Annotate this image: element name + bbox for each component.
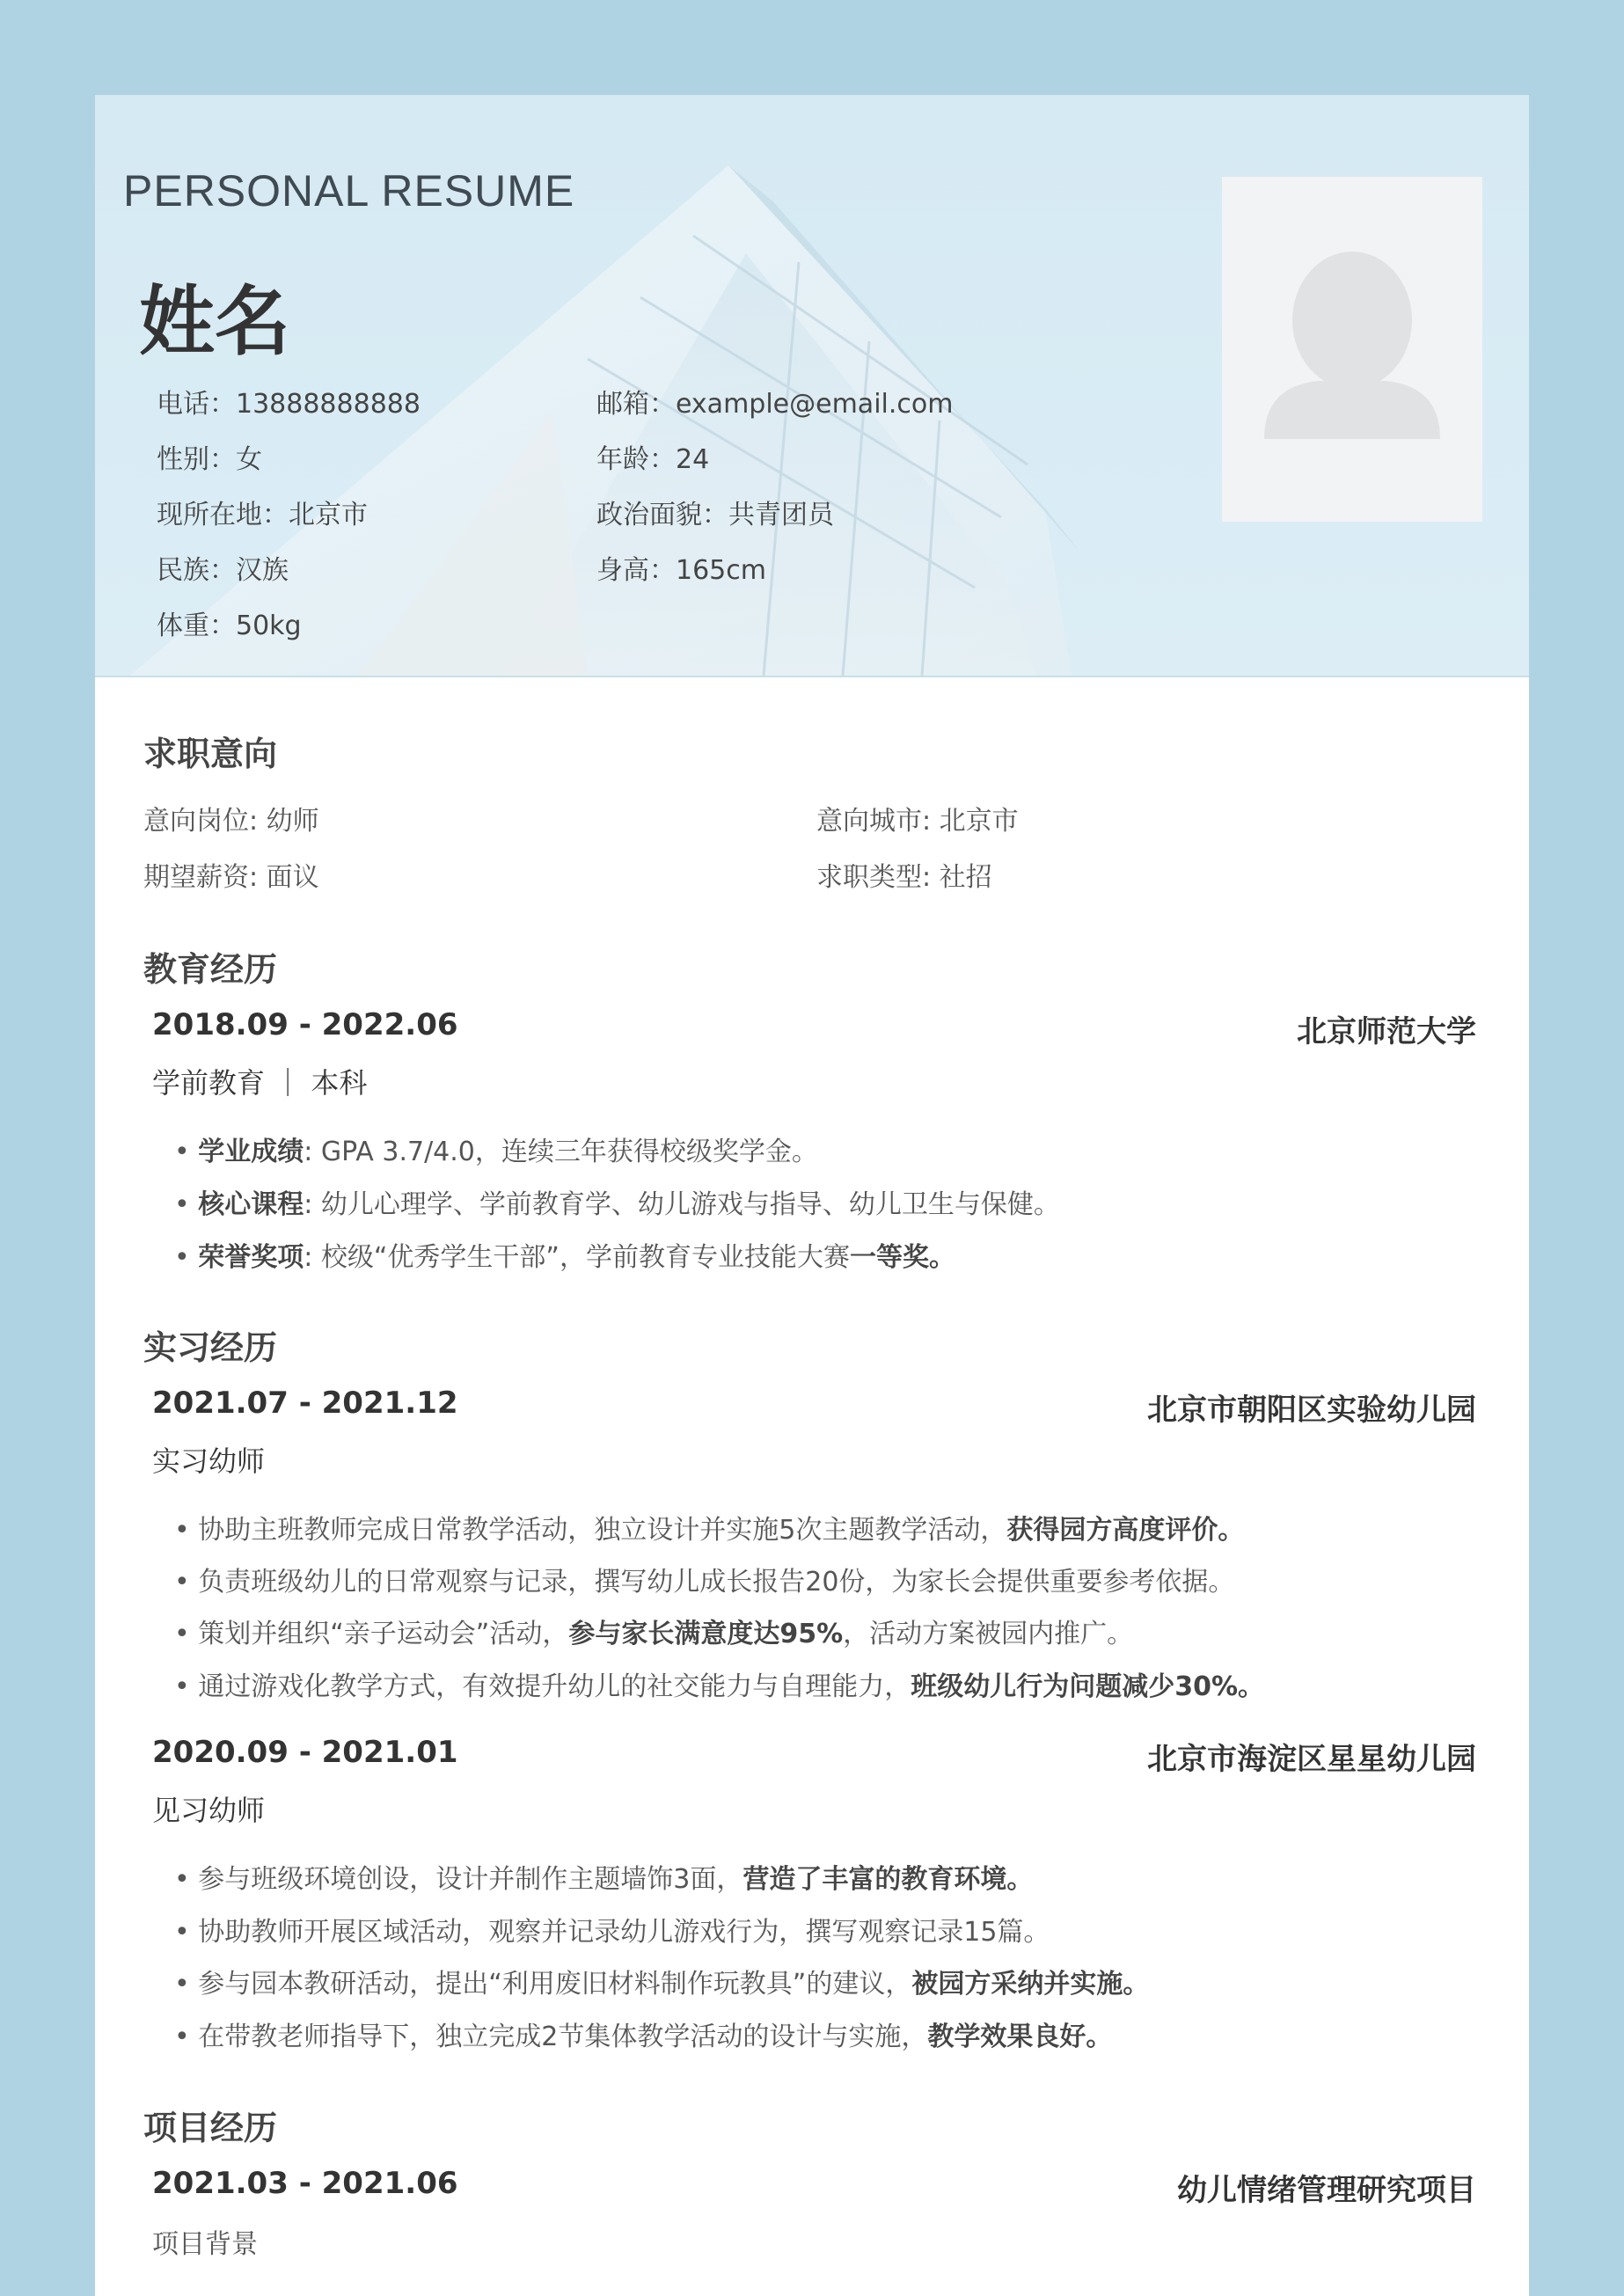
info-age: 年龄：24 [596, 444, 710, 475]
candidate-name: 姓名 [139, 278, 290, 366]
project-date: 2021.03 - 2021.06 [152, 2166, 458, 2201]
info-gender: 性别：女 [157, 444, 262, 475]
resume-page [95, 95, 1529, 2296]
section-title-education: 教育经历 [143, 950, 278, 989]
internship-role: 实习幼师 [152, 1444, 266, 1478]
intent-position: 意向岗位: 幼师 [143, 806, 319, 837]
project-background-label: 项目背景 [152, 2229, 258, 2260]
project-name: 幼儿情绪管理研究项目 [1177, 2173, 1476, 2208]
info-phone: 电话：13888888888 [157, 389, 421, 420]
intent-type: 求职类型: 社招 [816, 862, 992, 893]
resume-title: PERSONAL RESUME [123, 166, 575, 216]
resume-header [95, 95, 1529, 677]
info-location: 现所在地：北京市 [157, 500, 368, 530]
education-major: 学前教育 ｜ 本科 [152, 1066, 368, 1100]
education-bullet: • 荣誉奖项: 校级“优秀学生干部”，学前教育专业技能大赛一等奖。 [174, 1235, 1476, 1274]
basic-info-grid [157, 377, 1036, 654]
info-ethnicity: 民族：汉族 [157, 555, 289, 586]
internship-bullet: • 参与班级环境创设，设计并制作主题墙饰3面，营造了丰富的教育环境。 [174, 1857, 1476, 1896]
intent-salary: 期望薪资: 面议 [143, 862, 319, 893]
internship-bullet: • 协助教师开展区域活动，观察并记录幼儿游戏行为，撰写观察记录15篇。 [174, 1910, 1476, 1949]
internship-bullet: • 协助主班教师完成日常教学活动，独立设计并实施5次主题教学活动，获得园方高度评价。 [174, 1508, 1476, 1547]
internship-role: 见习幼师 [152, 1794, 266, 1827]
internship-date: 2021.07 - 2021.12 [152, 1386, 458, 1421]
section-title-project: 项目经历 [143, 2109, 278, 2147]
section-title-job-intent: 求职意向 [143, 735, 278, 773]
info-political-status: 政治面貌：共青团员 [596, 500, 834, 530]
avatar-silhouette-icon [1222, 177, 1482, 522]
internship-bullet: • 负责班级幼儿的日常观察与记录，撰写幼儿成长报告20份，为家长会提供重要参考依据。 [174, 1560, 1476, 1598]
education-school: 北京师范大学 [1297, 1014, 1476, 1049]
internship-bullet: • 通过游戏化教学方式，有效提升幼儿的社交能力与自理能力，班级幼儿行为问题减少30%。 [174, 1664, 1476, 1703]
internship-org: 北京市海淀区星星幼儿园 [1147, 1742, 1476, 1777]
info-height: 身高：165cm [596, 555, 766, 586]
education-bullet: • 核心课程: 幼儿心理学、学前教育学、幼儿游戏与指导、幼儿卫生与保健。 [174, 1182, 1476, 1221]
internship-bullet: • 在带教老师指导下，独立完成2节集体教学活动的设计与实施，教学效果良好。 [174, 2014, 1476, 2053]
info-weight: 体重：50kg [157, 611, 302, 641]
info-email: 邮箱：example@email.com [596, 389, 954, 420]
section-title-internship: 实习经历 [143, 1328, 278, 1367]
education-date: 2018.09 - 2022.06 [152, 1007, 458, 1042]
profile-photo [1222, 177, 1482, 522]
internship-bullet: • 参与园本教研活动，提出“利用废旧材料制作玩教具”的建议，被园方采纳并实施。 [174, 1962, 1476, 2000]
internship-date: 2020.09 - 2021.01 [152, 1735, 458, 1770]
intent-city: 意向城市: 北京市 [816, 806, 1019, 837]
education-bullet: • 学业成绩: GPA 3.7/4.0，连续三年获得校级奖学金。 [174, 1130, 1476, 1168]
internship-bullet: • 策划并组织“亲子运动会”活动，参与家长满意度达95%，活动方案被园内推广。 [174, 1612, 1476, 1650]
internship-org: 北京市朝阳区实验幼儿园 [1147, 1393, 1476, 1428]
